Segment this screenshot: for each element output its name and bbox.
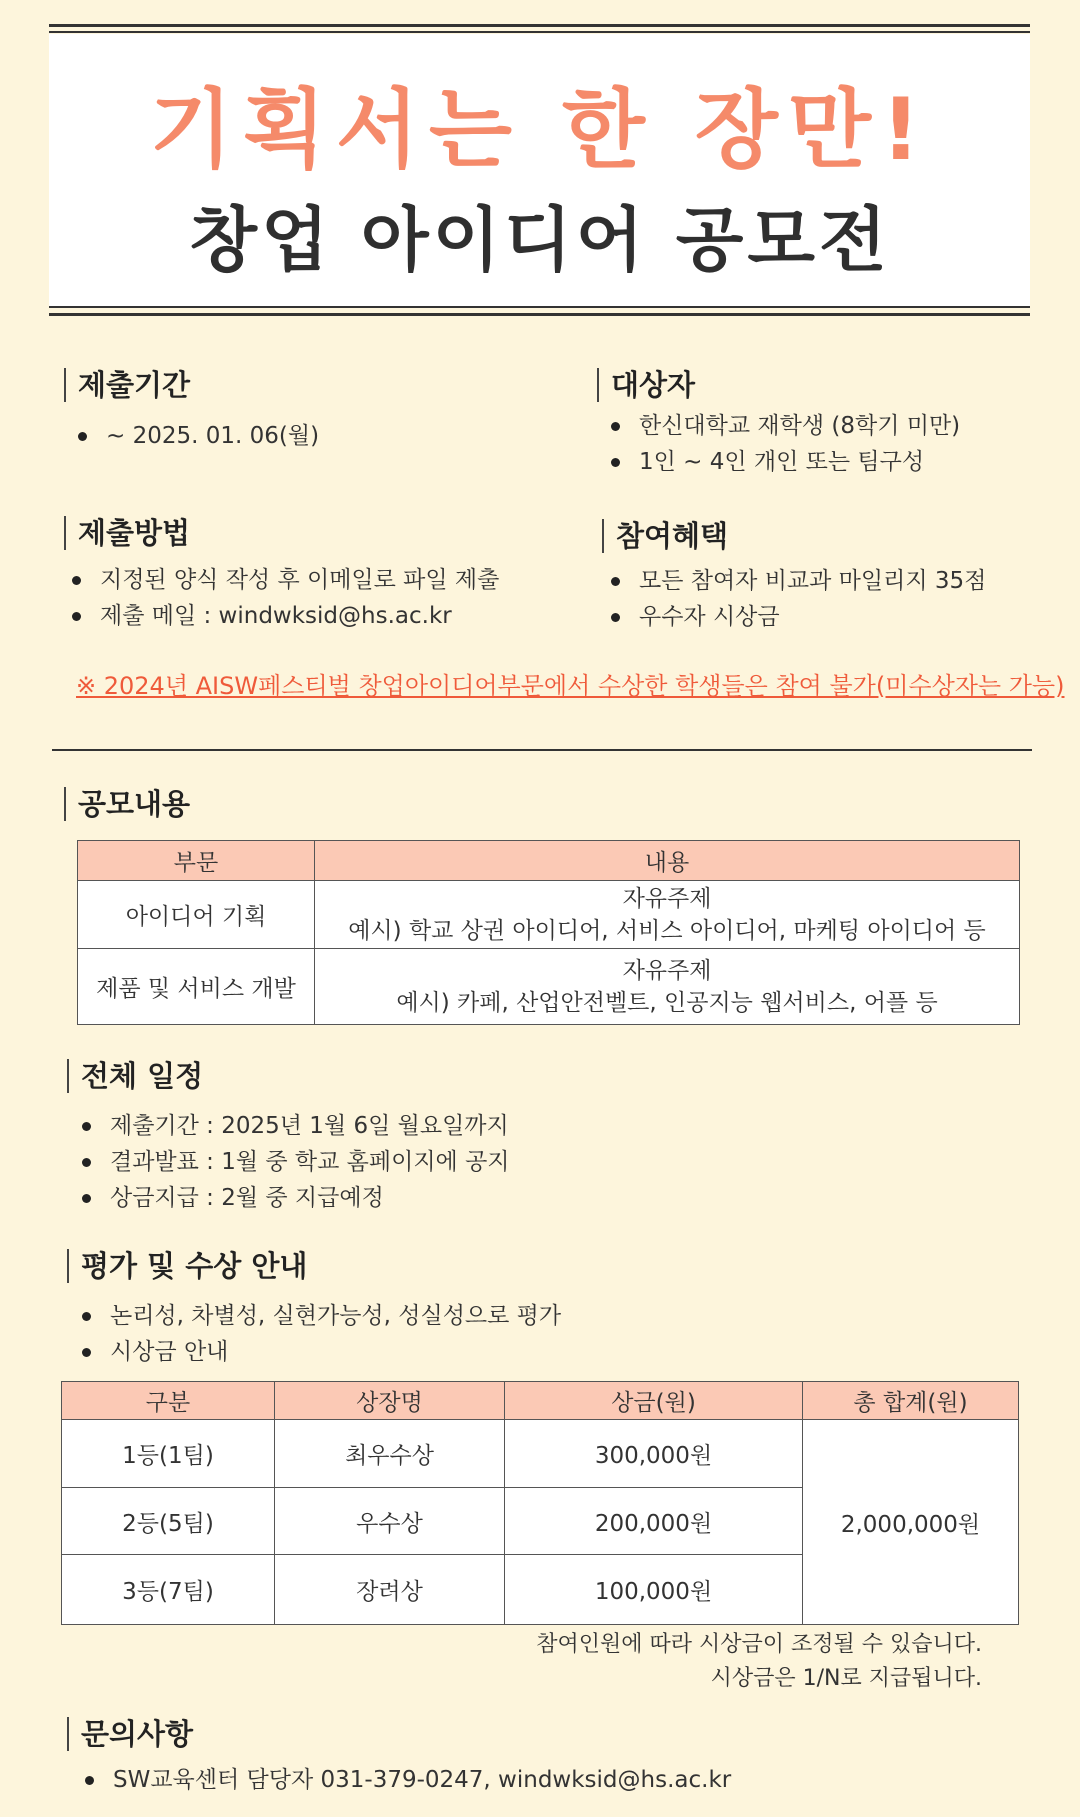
column-header: 내용 bbox=[315, 841, 1020, 881]
total-cell: 2,000,000원 bbox=[803, 1420, 1019, 1625]
content-line: 예시) 카페, 산업안전벨트, 인공지능 웹서비스, 어플 등 bbox=[396, 989, 938, 1016]
list-item: 1인 ~ 4인 개인 또는 팀구성 bbox=[603, 444, 960, 480]
list-item: 모든 참여자 비교과 마일리지 35점 bbox=[603, 563, 986, 599]
rank-cell: 3등(7팀) bbox=[62, 1555, 275, 1625]
content-line: 자유주제 bbox=[622, 957, 712, 984]
evaluation-heading: 평가 및 수상 안내 bbox=[67, 1249, 307, 1283]
eligibility-notice: ※ 2024년 AISW페스티벌 창업아이디어부문에서 수상한 학생들은 참여 불가(미수상자는 가능) bbox=[76, 672, 1065, 700]
submission-period-list bbox=[70, 418, 319, 454]
contest-content-heading: 공모내용 bbox=[64, 787, 190, 821]
category-cell: 아이디어 기획 bbox=[78, 881, 315, 949]
table-row bbox=[78, 881, 1020, 949]
prize-table bbox=[61, 1381, 1019, 1625]
table-row bbox=[78, 949, 1020, 1025]
column-header: 총 합계(원) bbox=[803, 1382, 1019, 1420]
evaluation-list bbox=[74, 1298, 561, 1370]
content-line: 예시) 학교 상권 아이디어, 서비스 아이디어, 마케팅 아이디어 등 bbox=[348, 917, 986, 944]
submission-method-heading: 제출방법 bbox=[64, 516, 190, 550]
category-cell: 제품 및 서비스 개발 bbox=[78, 949, 315, 1025]
section-divider bbox=[52, 749, 1032, 751]
sub-title: 창업 아이디어 공모전 bbox=[189, 199, 891, 281]
column-header: 부문 bbox=[78, 841, 315, 881]
list-item: 제출 메일 : windwksid@hs.ac.kr bbox=[64, 598, 499, 634]
list-item: 제출기간 : 2025년 1월 6일 월요일까지 bbox=[74, 1108, 510, 1144]
eligibility-heading: 대상자 bbox=[597, 368, 695, 402]
prize-cell: 200,000원 bbox=[505, 1488, 803, 1555]
award-cell: 최우수상 bbox=[275, 1420, 505, 1488]
submission-method-list bbox=[64, 562, 499, 634]
prize-cell: 300,000원 bbox=[505, 1420, 803, 1488]
rank-cell: 2등(5팀) bbox=[62, 1488, 275, 1555]
submission-period-heading: 제출기간 bbox=[64, 368, 190, 402]
contact-heading: 문의사항 bbox=[67, 1717, 193, 1751]
eligibility-list bbox=[603, 408, 960, 480]
list-item: 논리성, 차별성, 실현가능성, 성실성으로 평가 bbox=[74, 1298, 561, 1334]
schedule-list bbox=[74, 1108, 510, 1216]
benefits-list bbox=[603, 563, 986, 635]
top-rule-1 bbox=[49, 24, 1030, 27]
list-item: 지정된 양식 작성 후 이메일로 파일 제출 bbox=[64, 562, 499, 598]
list-item: 한신대학교 재학생 (8학기 미만) bbox=[603, 408, 960, 444]
main-title: 기획서는 한 장만! bbox=[149, 80, 931, 180]
column-header: 상장명 bbox=[275, 1382, 505, 1420]
list-item: SW교육센터 담당자 031-379-0247, windwksid@hs.ac.kr bbox=[77, 1762, 731, 1798]
top-rule-2 bbox=[49, 31, 1030, 33]
table-row bbox=[62, 1420, 1019, 1488]
prize-cell: 100,000원 bbox=[505, 1555, 803, 1625]
award-cell: 장려상 bbox=[275, 1555, 505, 1625]
list-item: 우수자 시상금 bbox=[603, 599, 986, 635]
list-item: 상금지급 : 2월 중 지급예정 bbox=[74, 1180, 510, 1216]
list-item: 결과발표 : 1월 중 학교 홈페이지에 공지 bbox=[74, 1144, 510, 1180]
content-cell bbox=[315, 949, 1020, 1025]
rank-cell: 1등(1팀) bbox=[62, 1420, 275, 1488]
benefits-heading: 참여혜택 bbox=[602, 519, 728, 553]
schedule-heading: 전체 일정 bbox=[67, 1059, 203, 1093]
list-item: 시상금 안내 bbox=[74, 1334, 561, 1370]
column-header: 상금(원) bbox=[505, 1382, 803, 1420]
column-header: 구분 bbox=[62, 1382, 275, 1420]
list-item: ~ 2025. 01. 06(월) bbox=[70, 418, 319, 454]
prize-note-2: 시상금은 1/N로 지급됩니다. bbox=[710, 1666, 982, 1691]
bottom-rule-1 bbox=[49, 306, 1030, 308]
bottom-rule-2 bbox=[49, 313, 1030, 316]
content-line: 자유주제 bbox=[622, 885, 712, 912]
prize-note-1: 참여인원에 따라 시상금이 조정될 수 있습니다. bbox=[536, 1632, 982, 1657]
contest-content-table bbox=[77, 840, 1020, 1025]
contact-list bbox=[77, 1762, 731, 1798]
award-cell: 우수상 bbox=[275, 1488, 505, 1555]
content-cell bbox=[315, 881, 1020, 949]
